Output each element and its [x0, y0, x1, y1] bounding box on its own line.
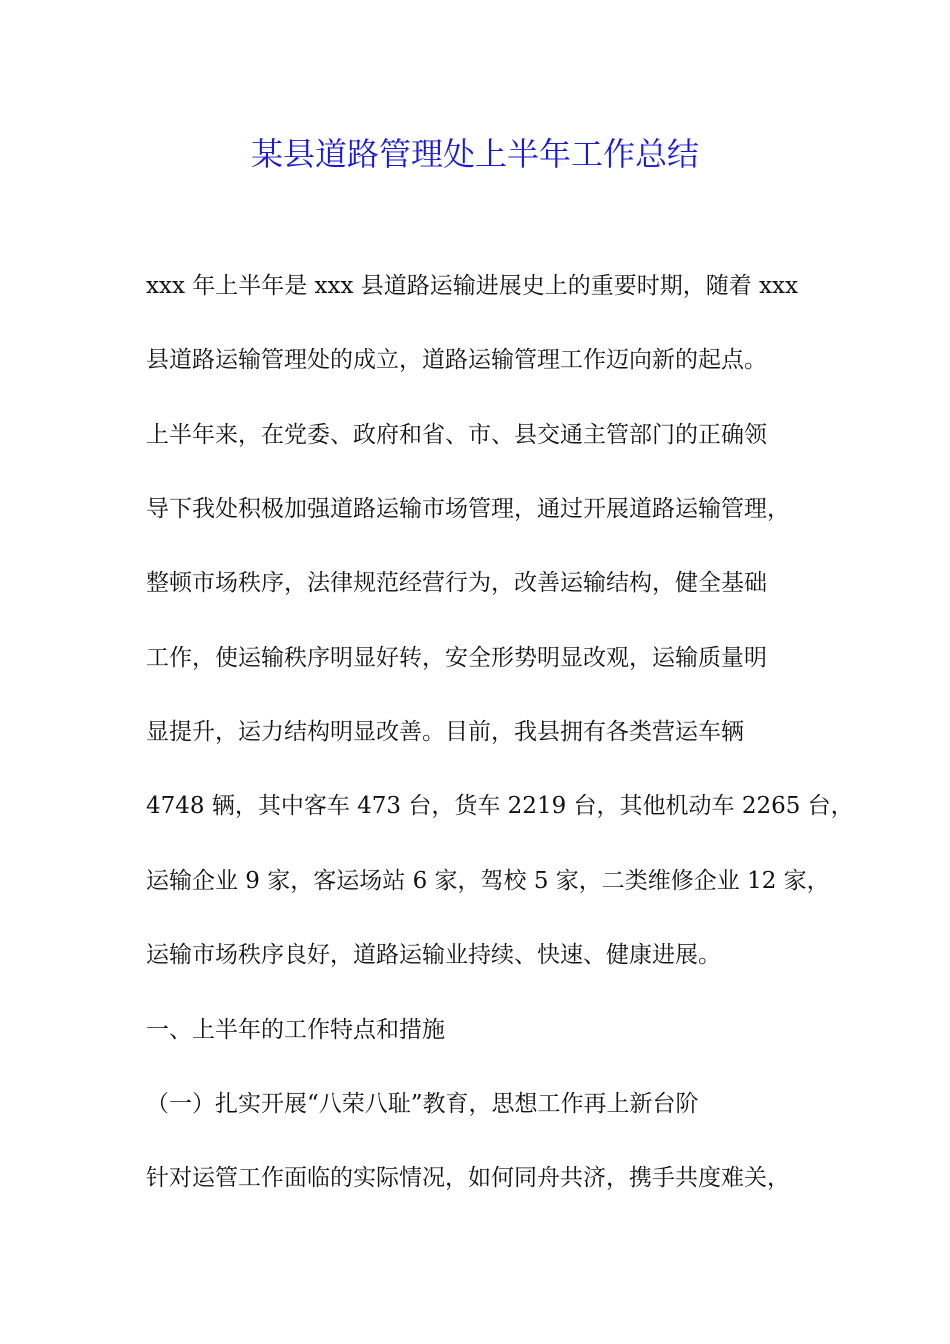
- document-title: 某县道路管理处上半年工作总结: [250, 135, 699, 173]
- body-line-6: 工作，使运输秩序明显好转，安全形势明显改观，运输质量明: [146, 645, 767, 671]
- body-line-1: xxx 年上半年是 xxx 县道路运输进展史上的重要时期，随着 xxx: [146, 273, 798, 299]
- body-line-8: 4748 辆，其中客车 473 台，货车 2219 台，其他机动车 2265 台，: [146, 793, 854, 819]
- body-line-11: 针对运管工作面临的实际情况，如何同舟共济，携手共度难关，: [146, 1165, 790, 1191]
- body-line-4: 导下我处积极加强道路运输市场管理，通过开展道路运输管理，: [146, 496, 790, 522]
- body-line-2: 县道路运输管理处的成立，道路运输管理工作迈向新的起点。: [146, 347, 767, 373]
- subsection-heading-1: （一）扎实开展“八荣八耻”教育，思想工作再上新台阶: [146, 1091, 699, 1117]
- section-heading-1: 一、上半年的工作特点和措施: [146, 1017, 445, 1043]
- body-line-7: 显提升，运力结构明显改善。目前，我县拥有各类营运车辆: [146, 719, 744, 745]
- body-line-9: 运输企业 9 家，客运场站 6 家，驾校 5 家，二类维修企业 12 家，: [146, 868, 830, 894]
- body-line-10: 运输市场秩序良好，道路运输业持续、快速、健康进展。: [146, 942, 721, 968]
- body-line-5: 整顿市场秩序，法律规范经营行为，改善运输结构，健全基础: [146, 570, 767, 596]
- body-line-3: 上半年来，在党委、政府和省、市、县交通主管部门的正确领: [146, 422, 767, 448]
